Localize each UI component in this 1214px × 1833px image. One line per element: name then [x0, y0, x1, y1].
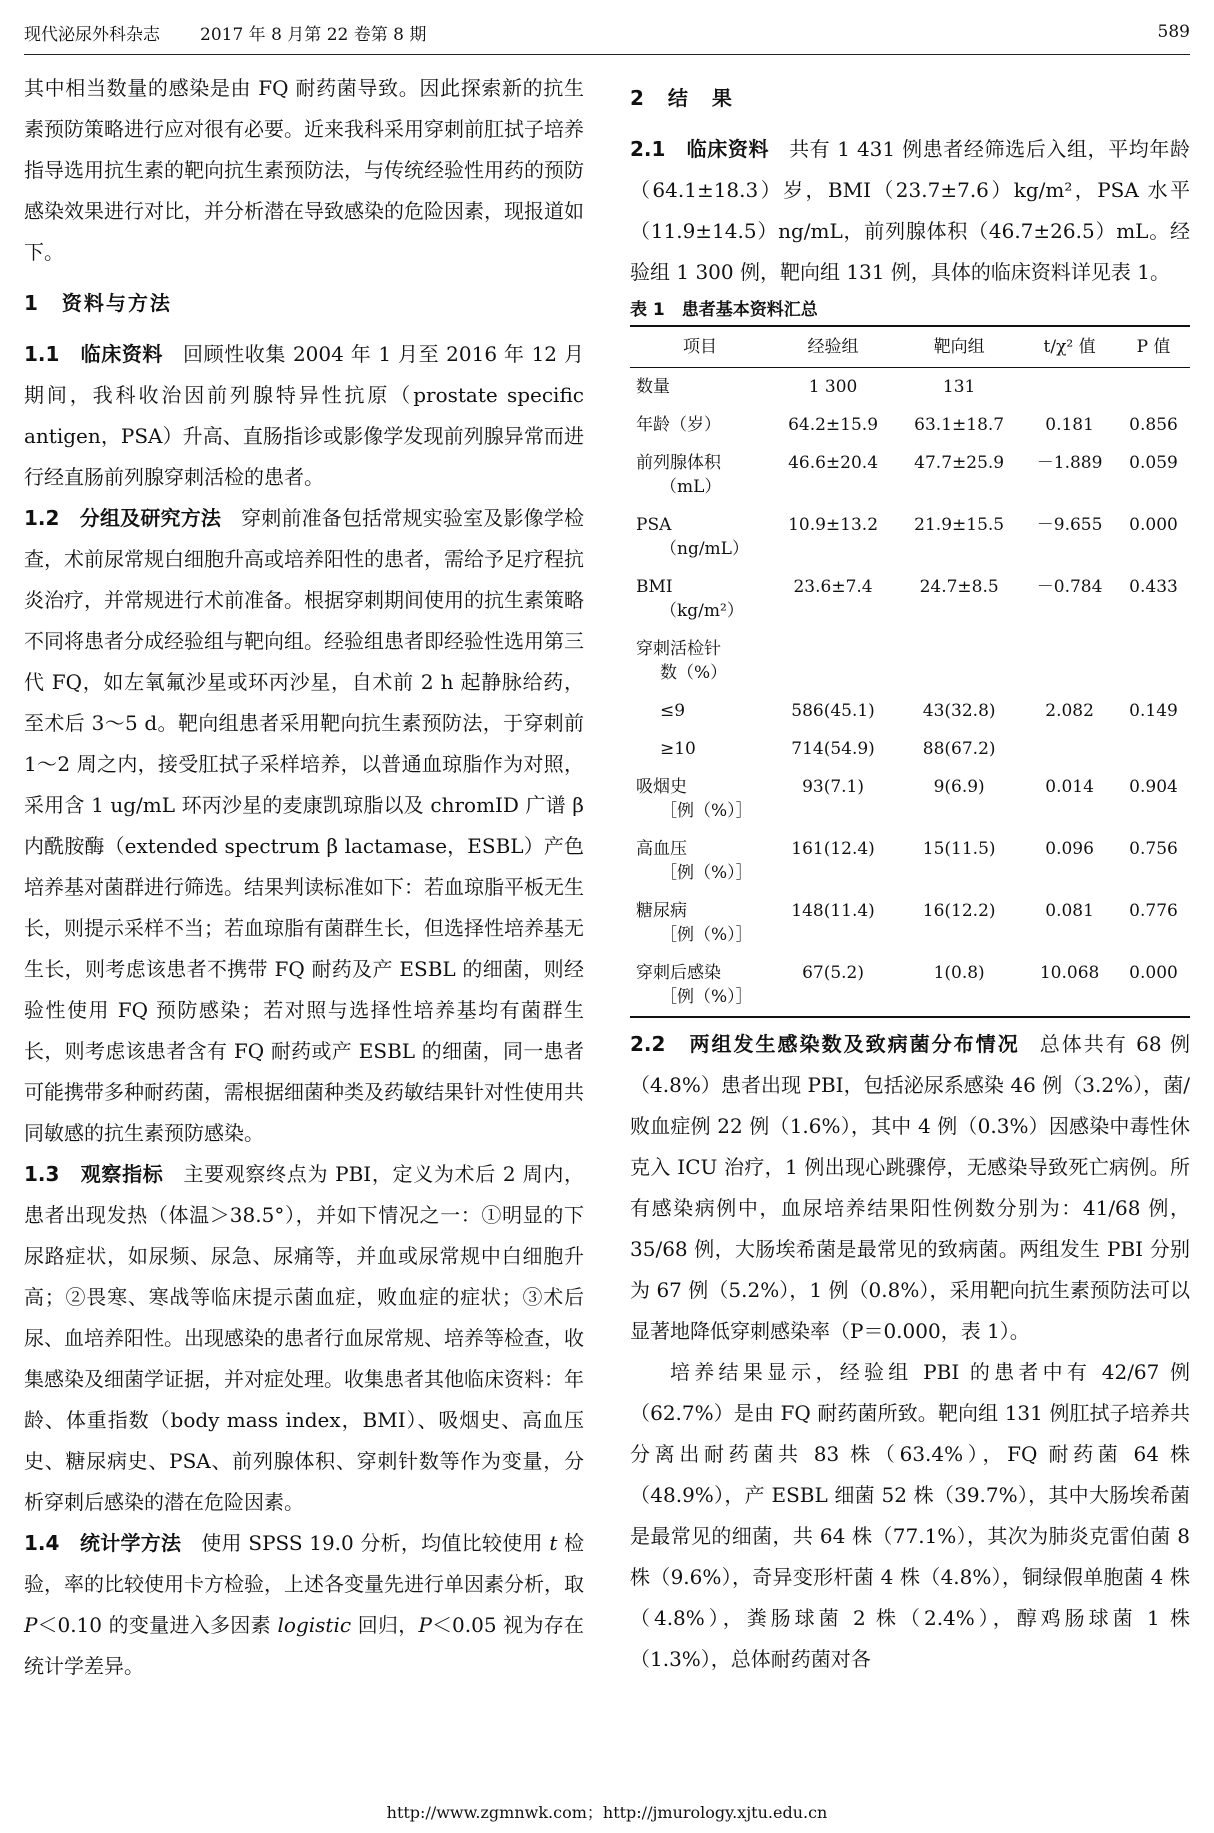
page-number: 589 [1157, 22, 1190, 42]
row-label-unit: （ng/mL） [660, 539, 749, 559]
row-label [630, 444, 770, 506]
row-label [630, 730, 770, 768]
cell-b: 9(6.9) [933, 777, 985, 797]
paragraph-text: 共有 1 431 例患者经筛选后入组，平均年龄（64.1±18.3）岁，BMI（23.7±7.6）kg/m²，PSA 水平（11.9±14.5）ng/mL，前列腺体积（46.7±26.5）mL。经验组 1 300 例，靶向组 131 例，具体的临床资料详见表 1。 [630, 137, 1190, 284]
table-header-row [630, 326, 1190, 368]
footer-urls: http://www.zgmnwk.com；http://jmurology.xjtu.edu.cn [386, 1803, 828, 1822]
table-row [630, 954, 1190, 1017]
left-column [24, 68, 584, 1687]
row-label [630, 568, 770, 630]
cell-t [1022, 730, 1117, 768]
row-label-unit: ［例（%）］ [660, 863, 753, 883]
table-body [630, 368, 1190, 1018]
table-row [630, 768, 1190, 830]
journal-name: 现代泌尿外科杂志 [24, 24, 160, 45]
section-heading-results: 2 结 果 [630, 86, 734, 110]
column-header: 经验组 [770, 326, 896, 368]
row-label [630, 406, 770, 444]
paragraph-2-2-continued: 培养结果显示，经验组 PBI 的患者中有 42/67 例（62.7%）是由 FQ 耐药菌所致。靶向组 131 例肛拭子培养共分离出耐药菌共 83 株（63.4%），FQ 耐药菌 64 株（48.9%），产 ESBL 细菌 52 株（39.7%），其中大肠埃希菌是最常见的细菌，共 64 株（77.1%），其次为肺炎克雷伯菌 8 株（9.6%），奇异变形杆菌 4 株（4.8%），铜绿假单胞菌 4 株（4.8%），粪肠球菌 2 株（2.4%），醇鸡肠球菌 1 株（1.3%），总体耐药菌对各 [630, 1360, 1190, 1671]
subsection-heading: 1.2 分组及研究方法 [24, 506, 222, 530]
paragraph-text: 使用 SPSS 19.0 分析，均值比较使用 [201, 1531, 550, 1555]
paragraph-text: 回顾性收集 2004 年 1 月至 2016 年 12 月期间，我科收治因前列腺特异性抗原（prostate specific antigen，PSA）升高、直肠指诊或影像学发现前列腺异常而进行经直肠前列腺穿刺活检的患者。 [24, 342, 584, 489]
cell-b [896, 630, 1022, 692]
table-row [630, 830, 1190, 892]
row-label-text: ≤9 [660, 701, 686, 721]
table-row [630, 506, 1190, 568]
patient-data-table [630, 325, 1190, 1018]
cell-p: 0.856 [1129, 415, 1178, 435]
paragraph-1-3 [24, 1154, 584, 1523]
paragraph-2-2 [630, 1024, 1190, 1352]
column-header: t/χ² 值 [1022, 326, 1117, 368]
column-header: 项目 [630, 326, 770, 368]
row-label [630, 506, 770, 568]
cell-b: 131 [942, 377, 976, 397]
row-label-unit: （kg/m²） [660, 601, 744, 621]
row-label [630, 830, 770, 892]
paragraph-text: 主要观察终点为 PBI，定义为术后 2 周内，患者出现发热（体温＞38.5°），并如下情况之一：①明显的下尿路症状，如尿频、尿急、尿痛等，并血或尿常规中白细胞升高；②畏寒、寒战等临床提示菌血症，败血症的症状；③术后尿、血培养阳性。出现感染的患者行血尿常规、培养等检查，收集感染及细菌学证据，并对症处理。收集患者其他临床资料：年龄、体重指数（body mass index，BMI）、吸烟史、高血压史、糖尿病史、PSA、前列腺体积、穿刺针数等作为变量，分析穿刺后感染的潜在危险因素。 [24, 1162, 584, 1514]
cell-a: 148(11.4) [791, 901, 875, 921]
cell-t: －0.784 [1036, 577, 1103, 597]
cell-a: 586(45.1) [791, 701, 875, 721]
row-label-text: ≥10 [660, 739, 696, 759]
cell-a [770, 630, 896, 692]
section-heading-methods: 1 资料与方法 [24, 291, 172, 315]
row-label [630, 630, 770, 692]
row-label-text: 穿刺活检针 [636, 639, 721, 659]
running-header [24, 10, 1190, 55]
cell-t: 2.082 [1045, 701, 1094, 721]
row-label-text: PSA [636, 515, 672, 535]
logistic-term: logistic [277, 1613, 352, 1637]
cell-p [1117, 730, 1190, 768]
row-label-unit: ［例（%）］ [660, 925, 753, 945]
issue-info: 2017 年 8 月第 22 卷第 8 期 [200, 24, 427, 45]
cell-t: 0.181 [1045, 415, 1094, 435]
cell-t: －1.889 [1036, 453, 1103, 473]
paragraph-1-1 [24, 334, 584, 498]
cell-a: 46.6±20.4 [788, 453, 879, 473]
paragraph-text: 穿刺前准备包括常规实验室及影像学检查，术前尿常规白细胞升高或培养阳性的患者，需给予足疗程抗炎治疗，并常规进行术前准备。根据穿刺期间使用的抗生素策略不同将患者分成经验组与靶向组。经验组患者即经验性选用第三代 FQ，如左氧氟沙星或环丙沙星，自术前 2 h 起静脉给药，至术后 3～5 d。靶向组患者采用靶向抗生素预防法，于穿刺前 1～2 周之内，接受肛拭子采样培养，以普通血琼脂作为对照，采用含 1 ug/mL 环丙沙星的麦康凯琼脂以及 chromID 广谱 β 内酰胺酶（extended spectrum β lactamase，ESBL）产色培养基对菌群进行筛选。结果判读标准如下：若血琼脂平板无生长，则提示采样不当；若血琼脂有菌群生长，但选择性培养基无生长，则考虑该患者不携带 FQ 耐药及产 ESBL 的细菌，则经验性使用 FQ 预防感染；若对照与选择性培养基均有菌群生长，则考虑该患者含有 FQ 耐药或产 ESBL 的细菌，同一患者可能携带多种耐药菌，需根据细菌种类及药敏结果针对性使用共同敏感的抗生素预防感染。 [24, 506, 584, 1145]
cell-a: 714(54.9) [791, 739, 875, 759]
row-label-unit: （mL） [660, 477, 722, 497]
table-row [630, 630, 1190, 692]
paragraph-1-4 [24, 1523, 584, 1687]
cell-t [1022, 368, 1117, 407]
cell-t: 10.068 [1039, 963, 1100, 983]
cell-b: 15(11.5) [922, 839, 996, 859]
subsection-heading: 2.2 两组发生感染数及致病菌分布情况 [630, 1032, 1020, 1056]
table-row [630, 406, 1190, 444]
row-label-unit: ［例（%）］ [660, 987, 753, 1007]
cell-p: 0.000 [1129, 515, 1178, 535]
p-symbol: P [418, 1613, 433, 1637]
cell-b: 88(67.2) [922, 739, 996, 759]
row-label-text: 数量 [636, 377, 670, 397]
cell-t [1022, 630, 1117, 692]
cell-p: 0.776 [1129, 901, 1178, 921]
cell-b: 63.1±18.7 [914, 415, 1005, 435]
cell-p: 0.756 [1129, 839, 1178, 859]
cell-a: 67(5.2) [802, 963, 865, 983]
cell-a: 10.9±13.2 [788, 515, 879, 535]
row-label-unit: 数（%） [660, 663, 728, 683]
cell-p: 0.904 [1129, 777, 1178, 797]
cell-a: 23.6±7.4 [793, 577, 873, 597]
cell-t: 0.081 [1045, 901, 1094, 921]
subsection-heading: 1.1 临床资料 [24, 342, 164, 366]
cell-t: 0.014 [1045, 777, 1094, 797]
row-label-unit: ［例（%）］ [660, 801, 753, 821]
cell-b: 24.7±8.5 [919, 577, 999, 597]
subsection-heading: 2.1 临床资料 [630, 137, 770, 161]
row-label-text: 高血压 [636, 839, 687, 859]
row-label-text: 前列腺体积 [636, 453, 721, 473]
cell-p [1117, 368, 1190, 407]
row-label [630, 368, 770, 407]
row-label-text: BMI [636, 577, 673, 597]
row-label-text: 年龄（岁） [636, 415, 721, 435]
paragraph-text: 总体共有 68 例（4.8%）患者出现 PBI，包括泌尿系感染 46 例（3.2%），菌/败血症例 22 例（1.6%），其中 4 例（0.3%）因感染中毒性休克入 ICU 治疗，1 例出现心跳骤停，无感染导致死亡病例。所有感染病例中，血尿培养结果阳性例数分别为：41/68 例，35/68 例，大肠埃希菌是最常见的致病菌。两组发生 PBI 分别为 67 例（5.2%），1 例（0.8%），采用靶向抗生素预防法可以显著地降低穿刺感染率（P＝0.000，表 1）。 [630, 1032, 1190, 1343]
cell-a: 93(7.1) [802, 777, 865, 797]
table-row [630, 444, 1190, 506]
cell-b: 1(0.8) [933, 963, 985, 983]
cell-t: －9.655 [1036, 515, 1103, 535]
column-header: 靶向组 [896, 326, 1022, 368]
cell-b: 43(32.8) [922, 701, 996, 721]
cell-p: 0.433 [1129, 577, 1178, 597]
row-label [630, 692, 770, 730]
row-label [630, 768, 770, 830]
row-label [630, 954, 770, 1017]
cell-a: 64.2±15.9 [788, 415, 879, 435]
cell-b: 21.9±15.5 [914, 515, 1005, 535]
cell-p: 0.059 [1129, 453, 1178, 473]
paragraph-2-1 [630, 129, 1190, 293]
paragraph-text: ＜0.10 的变量进入多因素 [37, 1613, 278, 1637]
p-symbol: P [24, 1613, 38, 1637]
table-caption: 表 1 患者基本资料汇总 [630, 300, 818, 320]
row-label-text: 吸烟史 [636, 777, 687, 797]
table-row [630, 730, 1190, 768]
cell-a: 1 300 [808, 377, 858, 397]
cell-p [1117, 630, 1190, 692]
cell-p: 0.149 [1129, 701, 1178, 721]
table-row [630, 568, 1190, 630]
table-row [630, 892, 1190, 954]
subsection-heading: 1.4 统计学方法 [24, 1531, 182, 1555]
paragraph-text: 回归， [351, 1613, 419, 1637]
row-label [630, 892, 770, 954]
cell-b: 47.7±25.9 [914, 453, 1005, 473]
row-label-text: 糖尿病 [636, 901, 687, 921]
subsection-heading: 1.3 观察指标 [24, 1162, 164, 1186]
cell-t: 0.096 [1045, 839, 1094, 859]
paragraph-1-2 [24, 498, 584, 1154]
right-column [630, 68, 1190, 1680]
intro-paragraph: 其中相当数量的感染是由 FQ 耐药菌导致。因此探索新的抗生素预防策略进行应对很有必要。近来我科采用穿刺前肛拭子培养指导选用抗生素的靶向抗生素预防法，与传统经验性用药的预防感染效果进行对比，并分析潜在导致感染的危险因素，现报道如下。 [24, 76, 584, 264]
table-row [630, 368, 1190, 407]
t-symbol: t [549, 1531, 558, 1555]
cell-a: 161(12.4) [791, 839, 875, 859]
column-header: P 值 [1117, 326, 1190, 368]
table-row [630, 692, 1190, 730]
paragraph-text: ＜0.05 视为存在统计学差异。 [24, 1613, 585, 1678]
row-label-text: 穿刺后感染 [636, 963, 721, 983]
cell-b: 16(12.2) [922, 901, 996, 921]
cell-p: 0.000 [1129, 963, 1178, 983]
paragraph-text: 检验，率的比较使用卡方检验，上述各变量先进行单因素分析，取 [24, 1531, 585, 1596]
